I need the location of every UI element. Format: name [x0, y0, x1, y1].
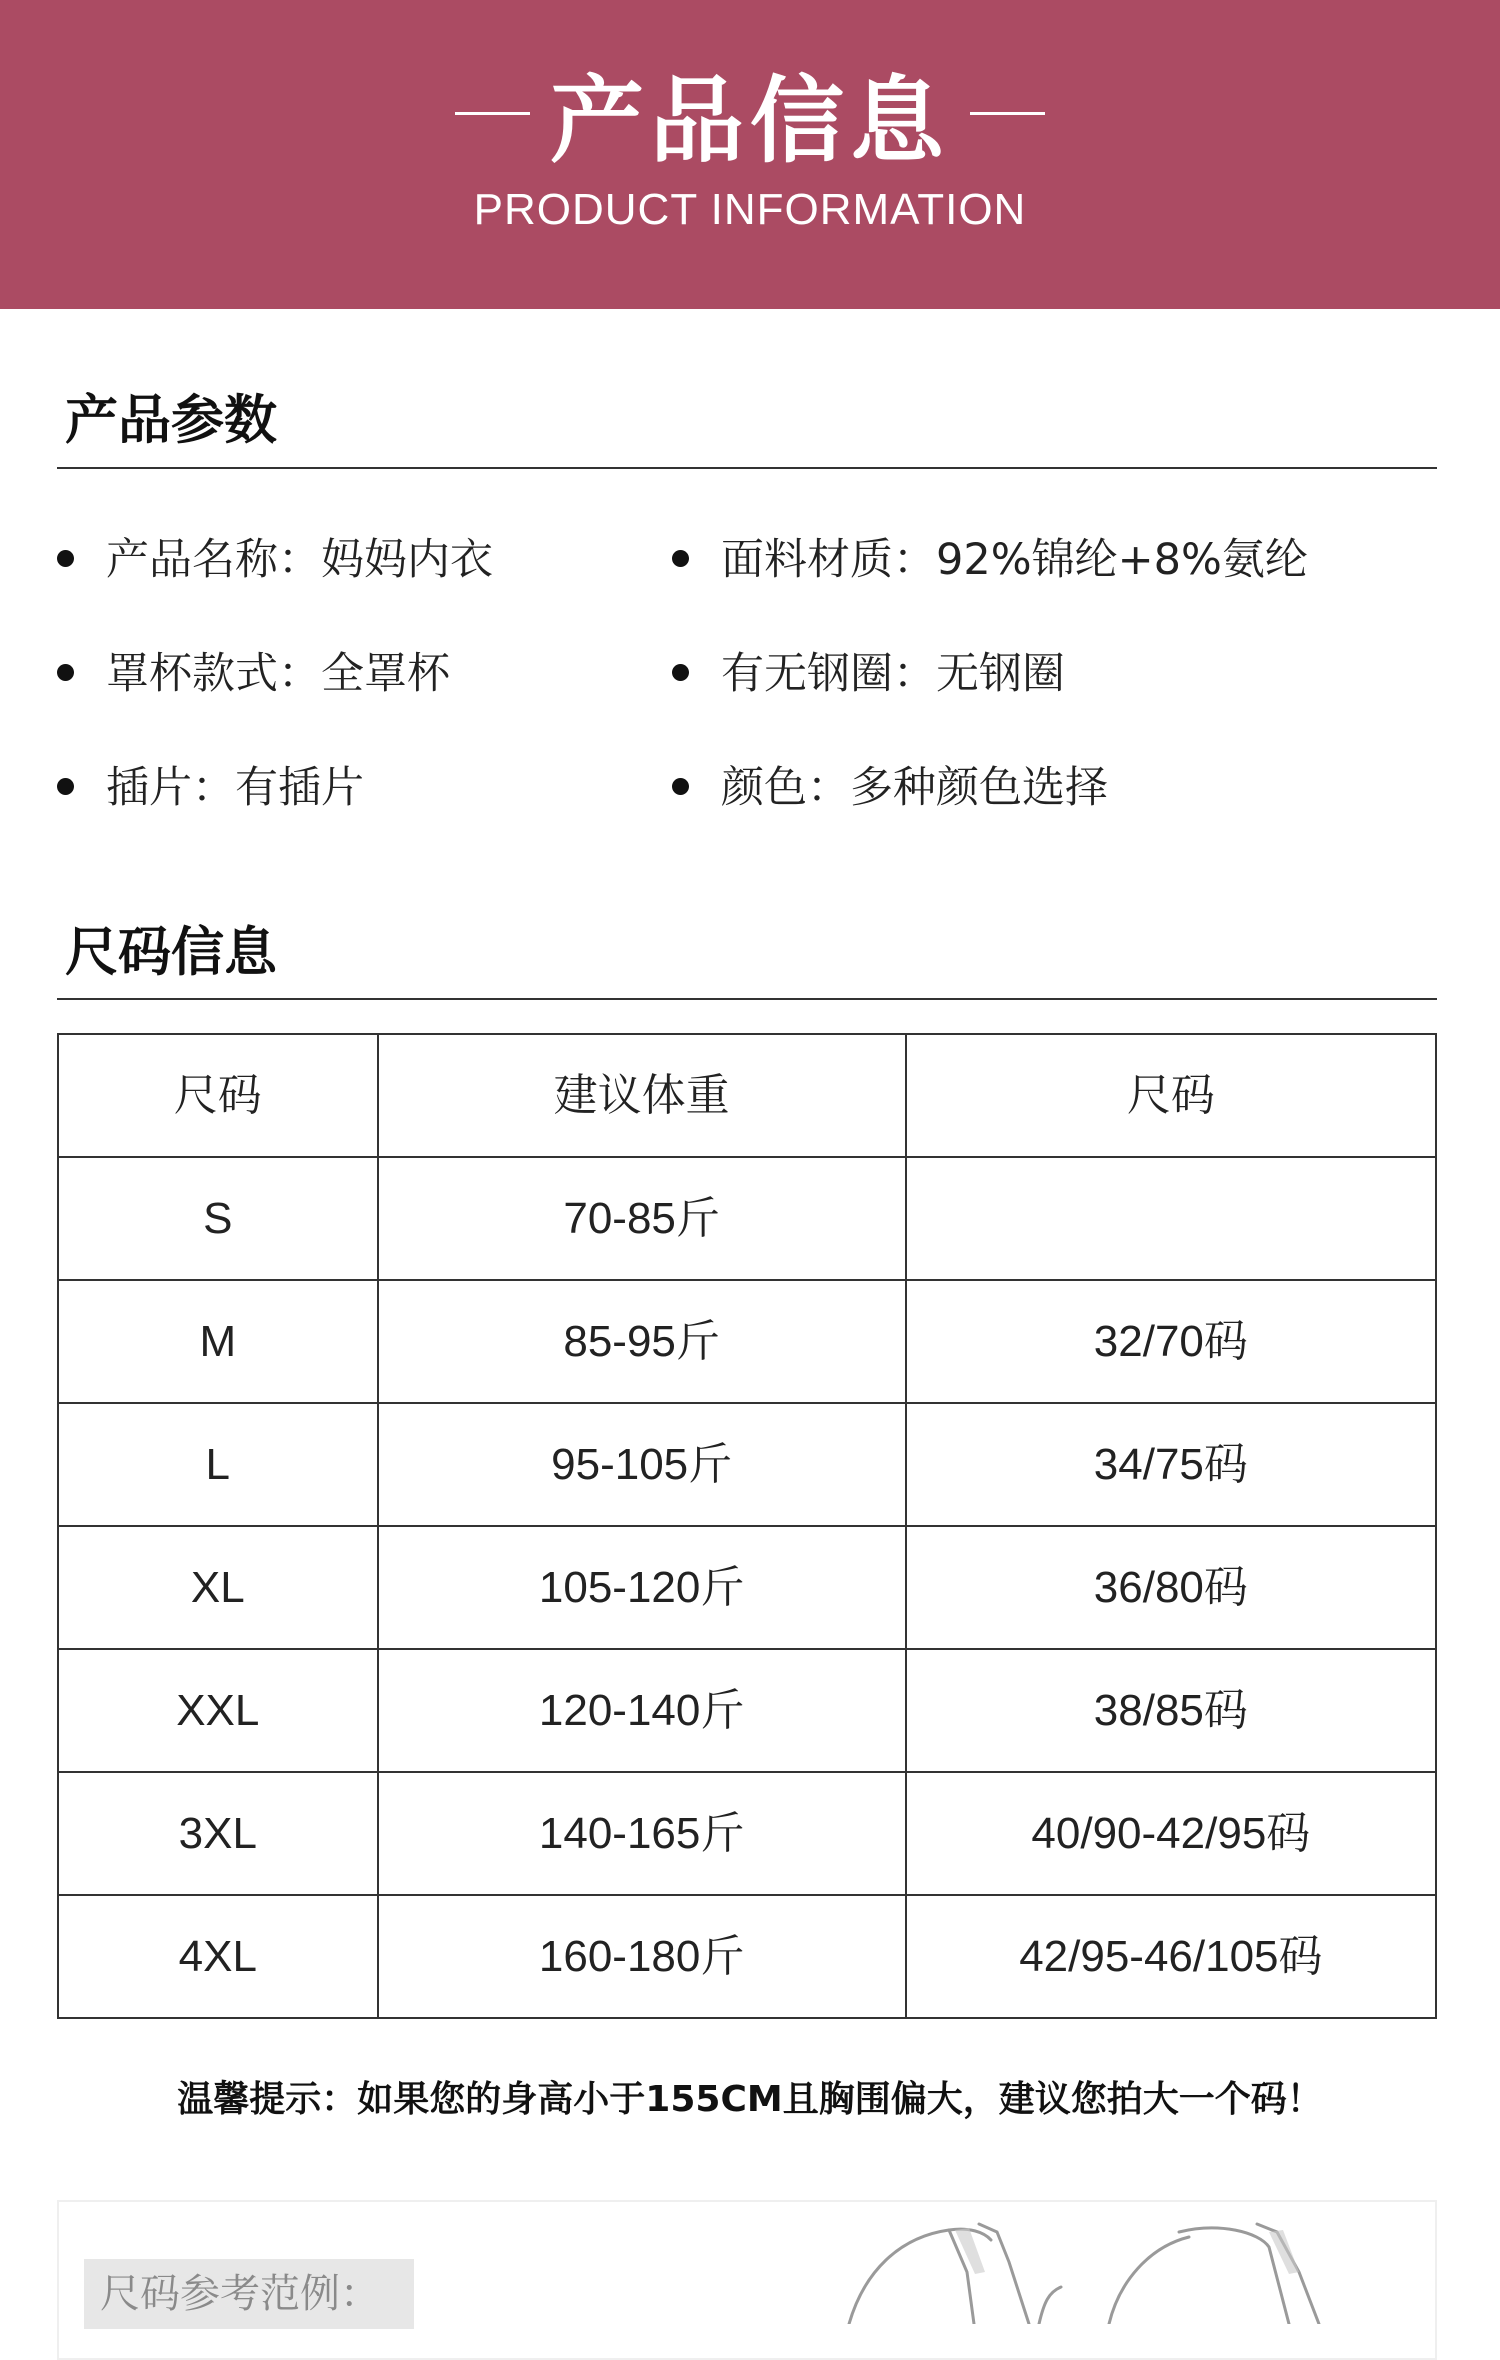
table-row	[58, 1526, 1436, 1649]
size-section-title: 尺码信息	[65, 922, 277, 983]
size-cell: L	[58, 1403, 378, 1526]
param-item	[57, 760, 364, 816]
size-table	[57, 1033, 1437, 2019]
bullet-icon	[57, 550, 74, 567]
size-section-divider	[57, 998, 1437, 1000]
table-row	[58, 1649, 1436, 1772]
table-row	[58, 1280, 1436, 1403]
band-size-cell: 40/90-42/95码	[906, 1772, 1436, 1895]
bullet-icon	[57, 778, 74, 795]
param-item	[57, 532, 493, 588]
weight-cell: 120-140斤	[378, 1649, 906, 1772]
size-reference-box	[57, 2200, 1437, 2360]
table-header-row	[58, 1034, 1436, 1157]
bullet-icon	[57, 664, 74, 681]
param-text: 面料材质：92%锦纶+8%氨纶	[721, 535, 1308, 585]
bullet-icon	[672, 664, 689, 681]
size-notice: 温馨提示：如果您的身高小于155CM且胸围偏大，建议您拍大一个码！	[177, 2079, 1323, 2120]
band-size-cell: 38/85码	[906, 1649, 1436, 1772]
size-cell: XXL	[58, 1649, 378, 1772]
table-row	[58, 1403, 1436, 1526]
param-item	[672, 532, 1308, 588]
header-banner	[0, 0, 1500, 309]
header-cell: 尺码	[906, 1034, 1436, 1157]
weight-cell: 140-165斤	[378, 1772, 906, 1895]
weight-cell: 105-120斤	[378, 1526, 906, 1649]
header-cell: 尺码	[58, 1034, 378, 1157]
banner-subtitle: PRODUCT INFORMATION	[473, 185, 1027, 234]
band-size-cell: 32/70码	[906, 1280, 1436, 1403]
size-cell: S	[58, 1157, 378, 1280]
header-cell: 建议体重	[378, 1034, 906, 1157]
weight-cell: 85-95斤	[378, 1280, 906, 1403]
weight-cell: 70-85斤	[378, 1157, 906, 1280]
params-section-title: 产品参数	[65, 390, 277, 451]
param-text: 产品名称：妈妈内衣	[106, 535, 493, 585]
bullet-icon	[672, 550, 689, 567]
size-cell: 4XL	[58, 1895, 378, 2018]
param-item	[57, 646, 450, 702]
bra-illustration-icon	[799, 2202, 1419, 2324]
table-row	[58, 1157, 1436, 1280]
size-cell: 3XL	[58, 1772, 378, 1895]
size-cell: M	[58, 1280, 378, 1403]
band-size-cell: 36/80码	[906, 1526, 1436, 1649]
band-size-cell	[906, 1157, 1436, 1280]
params-section-divider	[57, 467, 1437, 469]
size-cell: XL	[58, 1526, 378, 1649]
weight-cell: 160-180斤	[378, 1895, 906, 2018]
table-row	[58, 1895, 1436, 2018]
band-size-cell: 42/95-46/105码	[906, 1895, 1436, 2018]
param-item	[672, 646, 1065, 702]
param-text: 有无钢圈：无钢圈	[721, 649, 1065, 699]
weight-cell: 95-105斤	[378, 1403, 906, 1526]
param-text: 插片：有插片	[106, 763, 364, 813]
band-size-cell: 34/75码	[906, 1403, 1436, 1526]
param-text: 颜色：多种颜色选择	[721, 763, 1108, 813]
bullet-icon	[672, 778, 689, 795]
param-item	[672, 760, 1108, 816]
banner-title: 产品信息	[549, 67, 950, 176]
table-row	[58, 1772, 1436, 1895]
param-text: 罩杯款式：全罩杯	[106, 649, 450, 699]
size-reference-label: 尺码参考范例：	[84, 2259, 414, 2329]
